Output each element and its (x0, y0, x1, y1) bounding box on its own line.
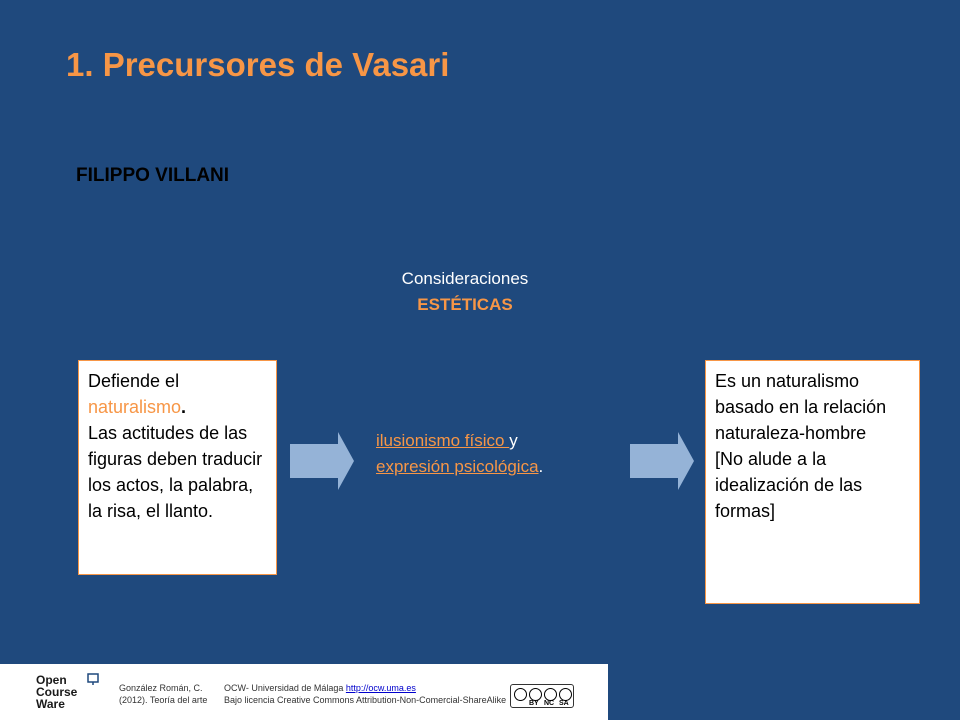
author-line-1: González Román, C. (119, 683, 203, 693)
left-text-box (78, 360, 277, 575)
middle-conjunction: y (509, 431, 518, 450)
considerations-line1: Consideraciones (401, 269, 529, 288)
author-line-2: (2012). Teoría del arte (119, 695, 208, 705)
left-box-p1-accent: naturalismo (88, 397, 182, 417)
author-credit (119, 682, 207, 706)
license-prefix: OCW- Universidad de Málaga (224, 683, 346, 693)
license-line-1 (224, 682, 506, 694)
considerations-line2: ESTÉTICAS (417, 295, 513, 314)
right-box-paragraph-2: [No alude a la idealización de las formas] (715, 449, 863, 521)
logo-line-1: Open (36, 673, 67, 687)
cc-label-sa: SA (559, 700, 569, 707)
creative-commons-badge[interactable] (510, 684, 574, 708)
license-line-2: Bajo licencia Creative Commons Attribution-Non-Comercial-ShareAlike (224, 695, 507, 705)
slide-title: 1. Precursores de Vasari (66, 46, 450, 83)
cc-label-by: BY (529, 700, 539, 707)
link-expresion-psicologica[interactable]: expresión psicológica (376, 457, 539, 476)
middle-end: . (538, 457, 544, 476)
opencourseware-logo (36, 674, 106, 714)
left-box-p1-start: Defiende el (88, 371, 180, 391)
right-arrow-icon (290, 432, 354, 490)
right-box-paragraph-1: Es un naturalismo basado en la relación naturaleza-hombre (715, 371, 887, 443)
considerations-heading (365, 266, 565, 318)
slide-subtitle: FILIPPO VILLANI (76, 165, 230, 186)
middle-text (376, 428, 616, 480)
footer-bar (0, 664, 608, 720)
cc-icon (514, 688, 527, 701)
cc-label-nc: NC (544, 700, 555, 707)
logo-line-2: Course (36, 685, 78, 699)
license-text (224, 682, 506, 706)
right-text-box (705, 360, 920, 604)
logo-line-3: Ware (36, 697, 65, 711)
link-ilusionismo-fisico[interactable]: ilusionismo físico (376, 431, 510, 450)
ocw-emblem-icon (86, 672, 100, 686)
left-box-paragraph-1 (88, 368, 267, 420)
right-arrow-icon (630, 432, 694, 490)
left-box-paragraph-2: Las actitudes de las figuras deben traducir los actos, la palabra, la risa, el llanto. (88, 423, 263, 521)
left-box-p1-end: . (181, 397, 187, 417)
ocw-url-link[interactable]: http://ocw.uma.es (345, 683, 416, 693)
